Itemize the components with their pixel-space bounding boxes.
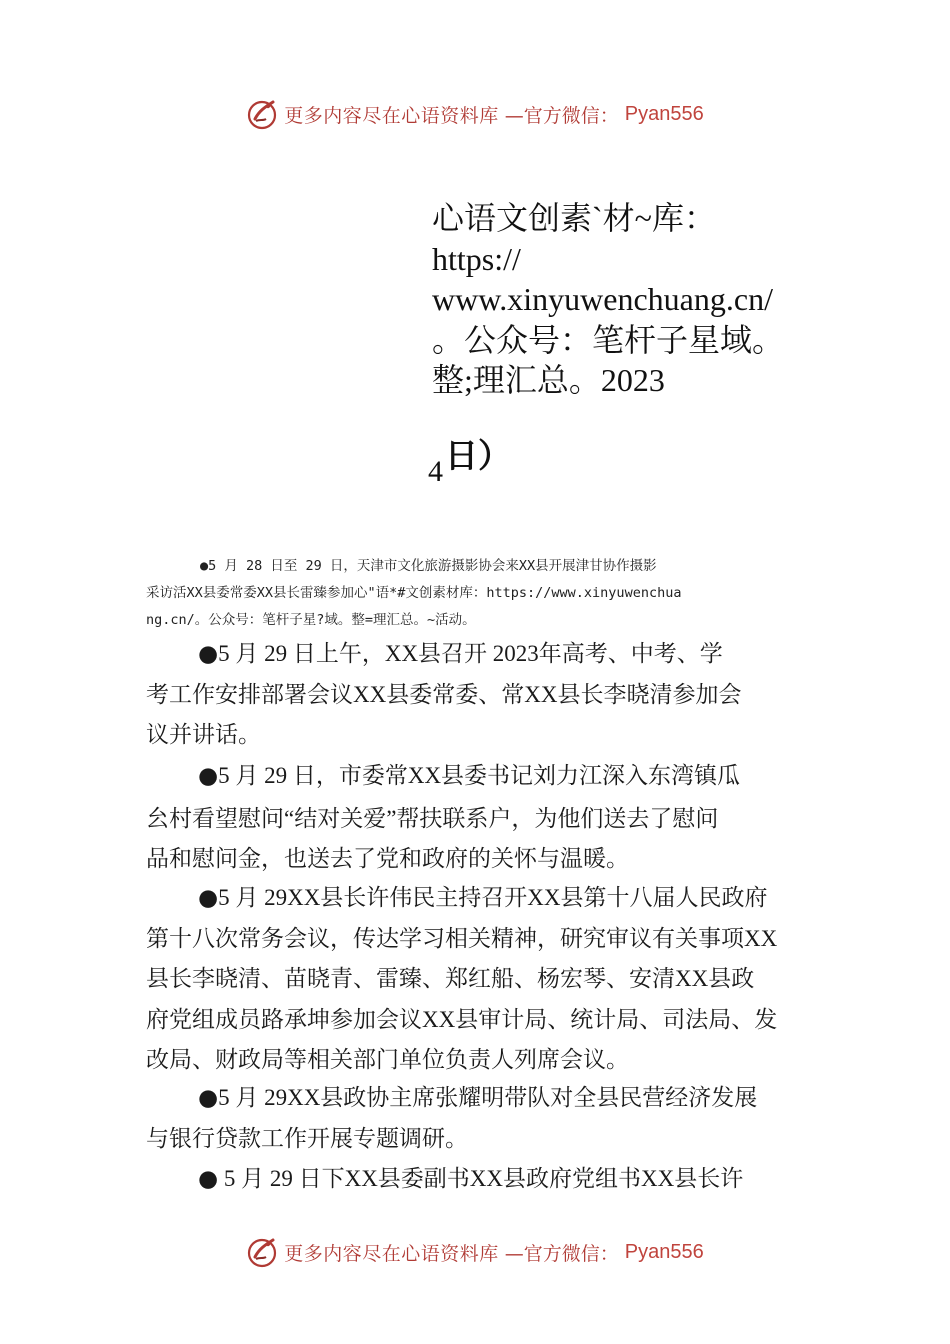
paragraph-line: 县长李晓清、苗晓青、雷臻、郑红船、杨宏琴、安清XX县政 — [146, 966, 755, 991]
bullet-icon: ● — [198, 1085, 219, 1111]
bullet-icon: ● — [198, 763, 219, 789]
paragraph-line: 府党组成员路承坤参加会议XX县审计局、统计局、司法局、发 — [146, 1006, 778, 1032]
banner-wechat-label: —官方微信： — [504, 1242, 619, 1265]
paragraph-line: 改局、财政局等相关部门单位负责人列席会议。 — [146, 1047, 629, 1072]
bottom-watermark-banner — [0, 1232, 950, 1272]
header-line: https:// — [432, 240, 521, 277]
paragraph-line: 品和慰问金，也送去了党和政府的关怀与温暖。 — [146, 846, 629, 871]
paragraph-line: 5 月 29 日下XX县委副书XX县政府党组书XX县长许 — [218, 1166, 744, 1191]
small-paragraph — [146, 553, 810, 634]
small-line: ng.cn/。公众号：笔杆子星?域。整=理汇总。~活动。 — [146, 612, 476, 628]
banner-wechat-id: Pyan556 — [624, 1240, 704, 1263]
paragraph-3 — [146, 878, 822, 1081]
bullet-icon: ● — [198, 641, 219, 667]
paragraph-5 — [146, 1159, 822, 1200]
date-number: 4 — [428, 455, 443, 488]
paragraph-line: 㕕村看望慰问“结对关爱”帮扶联系户，为他们送去了慰问 — [146, 805, 719, 831]
banner-wechat-id: Pyan556 — [624, 102, 704, 125]
paragraph-line: 第十八次常务会议，传达学习相关精神，研究审议有关事项XX — [146, 925, 778, 951]
header-line: 心语文创素`材~库： — [432, 200, 716, 236]
paragraph-line: 与银行贷款工作开展专题调研。 — [146, 1125, 468, 1151]
paragraph-line: 5 月 29 日，市委常XX县委书记刘力江深入东湾镇瓜 — [218, 763, 741, 788]
paragraph-1 — [146, 634, 822, 756]
date-fragment — [428, 430, 511, 489]
small-line: 采访活XX县委常委XX县长雷臻参加心"语*#文创素材库：https://www.xinyuwenchua — [146, 585, 682, 601]
paragraph-line: 考工作安排部署会议XX县委常委、常XX县长李晓清参加会 — [146, 681, 742, 707]
paragraph-2 — [146, 756, 822, 880]
header-text-block — [432, 198, 832, 401]
small-line: ●5 月 28 日至 29 日，天津市文化旅游摄影协会来XX县开展津甘协作摄影 — [200, 558, 657, 574]
brush-logo-icon — [246, 97, 280, 131]
top-watermark-banner — [0, 94, 950, 134]
banner-text: 更多内容尽在心语资料库 — [284, 104, 499, 127]
paragraph-line: 5 月 29XX县政协主席张耀明带队对全县民营经济发展 — [218, 1085, 758, 1110]
bullet-icon: ● — [198, 1166, 219, 1192]
date-suffix: 日） — [445, 439, 511, 475]
bullet-icon: ● — [198, 885, 219, 911]
header-line: 整;理汇总。2023 — [432, 362, 665, 398]
paragraph-4 — [146, 1078, 822, 1159]
paragraph-line: 议并讲话。 — [146, 722, 261, 747]
paragraph-line: 5 月 29XX县长许伟民主持召开XX县第十八届人民政府 — [218, 885, 768, 910]
banner-wechat-label: —官方微信： — [504, 104, 619, 127]
brush-logo-icon — [246, 1235, 280, 1269]
paragraph-line: 5 月 29 日上午，XX县召开 2023年高考、中考、学 — [218, 641, 723, 666]
banner-text: 更多内容尽在心语资料库 — [284, 1242, 499, 1265]
header-line: 。公众号：笔杆子星域。 — [432, 321, 785, 358]
header-line: www.xinyuwenchuang.cn/ — [432, 281, 773, 317]
